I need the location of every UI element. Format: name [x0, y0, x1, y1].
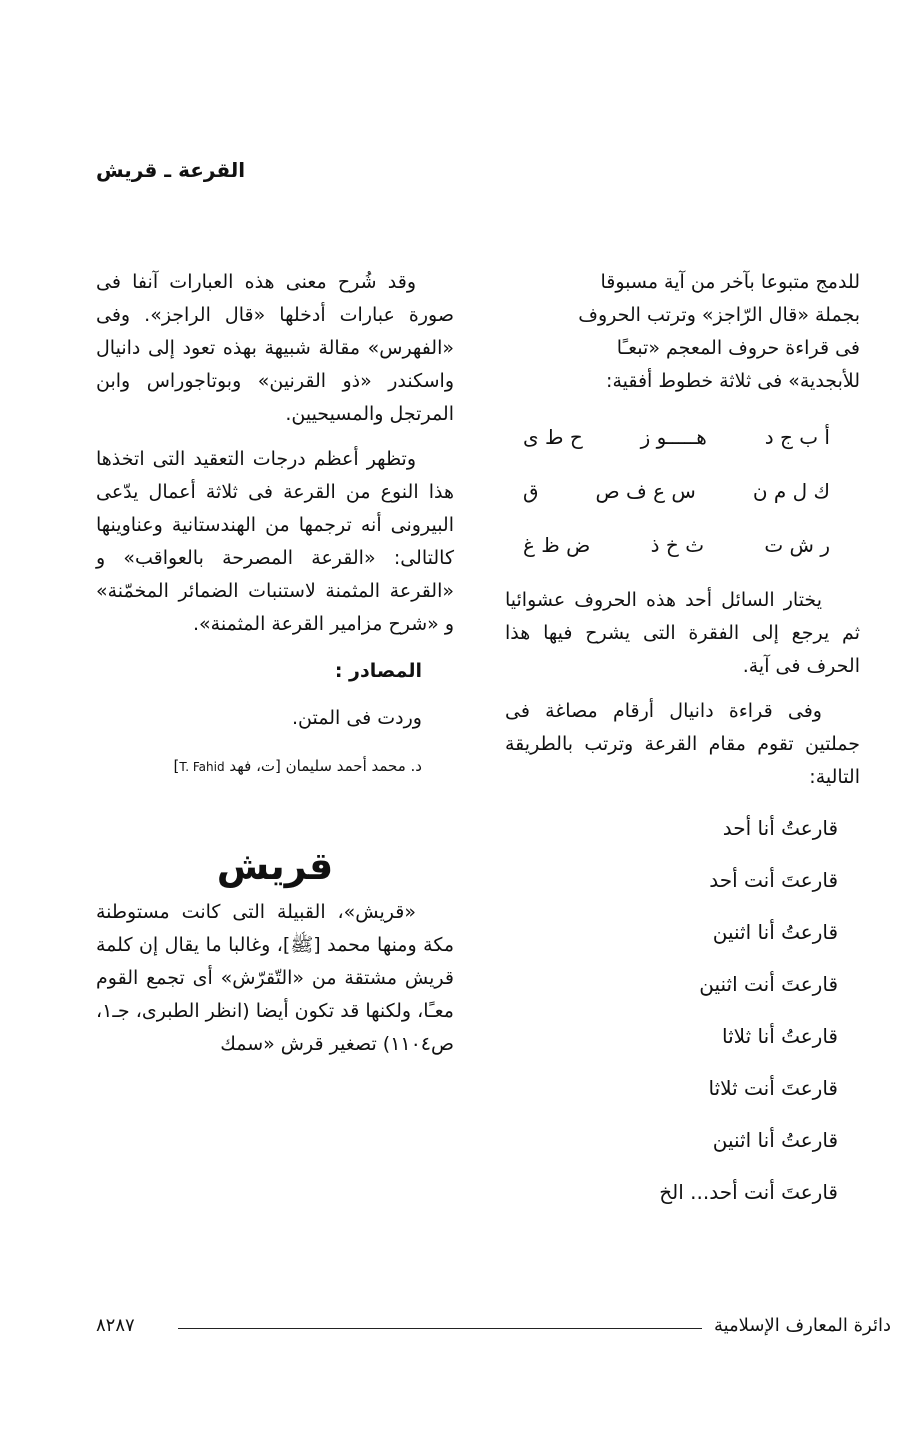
- intro-line: فى قراءة حروف المعجم «تبعـًا: [616, 337, 860, 359]
- verse-line: قارعتَ أنت أحد... الخ: [659, 1180, 838, 1204]
- alphabet-group: س ع ف ص: [595, 479, 696, 503]
- alphabet-group: ث خ ذ: [650, 533, 705, 557]
- verse-line: قارعتُ أنا اثنين: [712, 920, 838, 944]
- sources-heading: المصادر :: [334, 660, 422, 682]
- page-number: ٨٢٨٧: [96, 1314, 135, 1336]
- verse-line: قارعتَ أنت ثلاثا: [708, 1076, 838, 1100]
- intro-line: للأبجدية» فى ثلاثة خطوط أفقية:: [606, 370, 860, 392]
- alphabet-row: [505, 410, 860, 464]
- alphabet-group: ق: [523, 479, 539, 503]
- right-column: [505, 266, 860, 1218]
- page-footer: [96, 1310, 891, 1340]
- verse-line: قارعتُ أنا اثنين: [712, 1128, 838, 1152]
- author-latin: T. Fahid: [179, 760, 225, 774]
- intro-line: للدمج متبوعا بآخر من آية مسبوقا: [600, 271, 860, 293]
- verse-list: [505, 802, 860, 1218]
- paragraph: وقد شُرح معنى هذه العبارات آنفا فى صورة عبارات أدخلها «قال الراجز». وفى «الفهرس» مقالة شبيهة بهذه تعود إلى دانيال واسكندر «ذو القرنين» وبوتاجوراس وابن المرتجل والمسيحيين.: [96, 271, 454, 425]
- paragraph: يختار السائل أحد هذه الحروف عشوائيا ثم يرجع إلى الفقرة التى يشرح فيها هذا الحرف فى آية.: [505, 589, 860, 677]
- running-title: القرعة ـ قريش: [96, 158, 246, 182]
- verse-line: قارعتُ أنا أحد: [722, 816, 838, 840]
- author-credit: [96, 751, 454, 782]
- author-name: د. محمد أحمد سليمان [ت، فهد: [229, 757, 422, 775]
- sources-text: وردت فى المتن.: [292, 707, 422, 729]
- verse-line: قارعتَ أنت أحد: [709, 868, 838, 892]
- alphabet-group: هـــــو ز: [640, 425, 707, 449]
- alphabet-group: ك ل م ن: [752, 479, 830, 503]
- paragraph: وفى قراءة دانيال أرقام مصاغة فى جملتين تقوم مقام القرعة وترتب بالطريقة التالية:: [505, 700, 860, 788]
- alphabet-group: ح ط ى: [523, 425, 583, 449]
- journal-name: دائرة المعارف الإسلامية: [713, 1314, 891, 1336]
- intro-line: بجملة «قال الرّاجز» وترتب الحروف: [578, 304, 860, 326]
- article-title: قريش: [216, 844, 334, 888]
- verse-line: قارعتَ أنت اثنين: [699, 972, 838, 996]
- footer-rule: [178, 1328, 702, 1329]
- author-bracket: ]: [173, 757, 180, 775]
- paragraph: وتظهر أعظم درجات التعقيد التى اتخذها هذا النوع من القرعة فى ثلاثة أعمال يدّعى البيرونى أنه ترجمها من الهندستانية وعناوينها كالتالى: «القرعة المصرحة بالعواقب» و «القرعة المثمنة لاستنبات الضمائر المخمّنة» و «شرح مزامير القرعة المثمنة».: [96, 448, 454, 635]
- alphabet-group: أ ب ج د: [764, 425, 830, 449]
- left-column: [96, 266, 454, 1061]
- alphabet-row: [505, 518, 860, 572]
- verse-line: قارعتُ أنا ثلاثا: [722, 1024, 838, 1048]
- alphabet-row: [505, 464, 860, 518]
- alphabet-group: ض ظ غ: [523, 533, 591, 557]
- alphabet-table: [505, 410, 860, 572]
- alphabet-group: ر ش ت: [764, 533, 830, 557]
- article-paragraph: «قريش»، القبيلة التى كانت مستوطنة مكة ومنها محمد [ﷺ]، وغالبا ما يقال إن كلمة قريش مشتقة من «التّقرّش» أى تجمع القوم معـًا، ولكنها قد تكون أيضا (انظر الطبرى، جـ١، ص١١٠٤) تصغير قرش «سمك: [96, 901, 454, 1055]
